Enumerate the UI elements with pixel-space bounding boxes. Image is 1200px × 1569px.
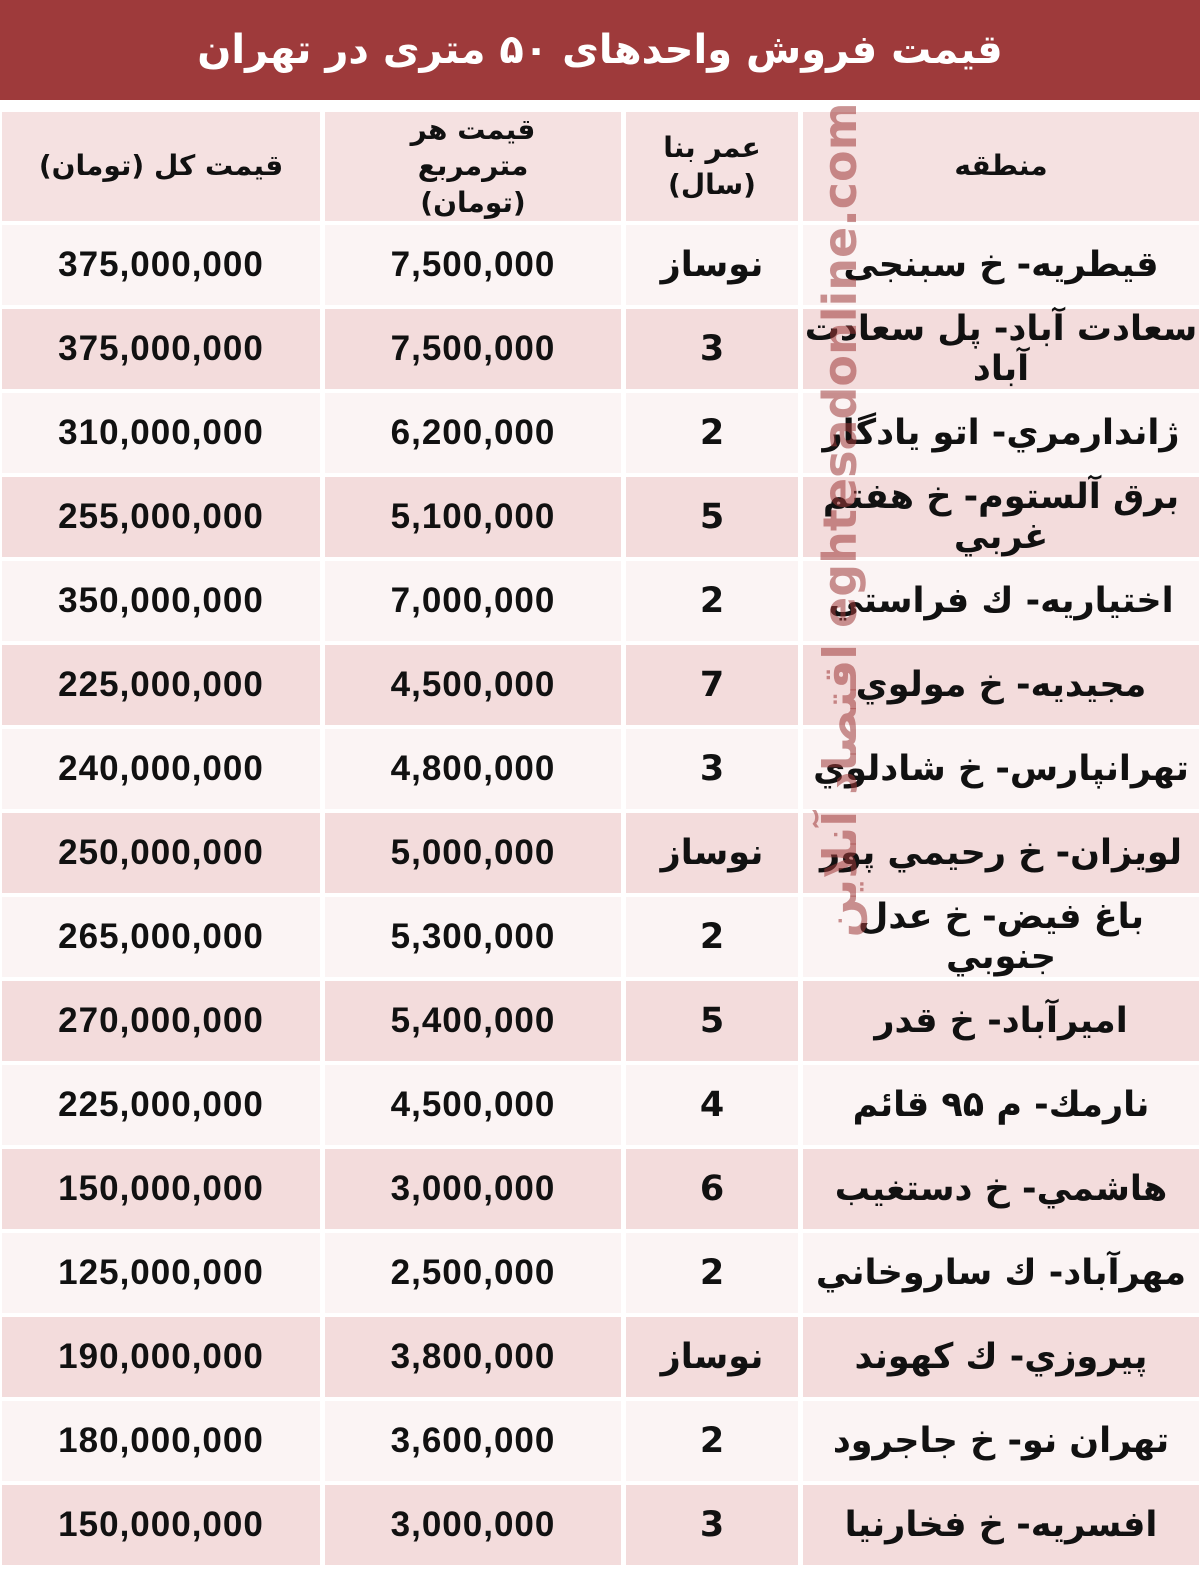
header-building-age: عمر بنا (سال)	[626, 112, 798, 221]
cell-building-age: نوساز	[626, 1317, 798, 1397]
table-row	[2, 309, 1199, 389]
cell-building-age: 3	[626, 1485, 798, 1565]
cell-total-price: 190,000,000	[2, 1317, 320, 1397]
table-row	[2, 897, 1199, 977]
cell-building-age: 2	[626, 1233, 798, 1313]
cell-total-price: 270,000,000	[2, 981, 320, 1061]
cell-total-price: 375,000,000	[2, 225, 320, 305]
cell-building-age: 4	[626, 1065, 798, 1145]
cell-price-per-meter: 7,500,000	[325, 309, 621, 389]
cell-price-per-meter: 3,000,000	[325, 1485, 621, 1565]
cell-region: نارمك- م ۹۵ قائم	[803, 1065, 1199, 1145]
table-row	[2, 1065, 1199, 1145]
cell-price-per-meter: 7,500,000	[325, 225, 621, 305]
cell-region: اختیاریه- ك فراستي	[803, 561, 1199, 641]
cell-region: پیروزي- ك كهوند	[803, 1317, 1199, 1397]
cell-total-price: 255,000,000	[2, 477, 320, 557]
cell-region: هاشمي- خ دستغیب	[803, 1149, 1199, 1229]
header-row	[2, 112, 1199, 221]
cell-price-per-meter: 4,800,000	[325, 729, 621, 809]
cell-region: افسریه- خ فخارنیا	[803, 1485, 1199, 1565]
cell-total-price: 180,000,000	[2, 1401, 320, 1481]
table-row	[2, 1401, 1199, 1481]
cell-building-age: 2	[626, 561, 798, 641]
cell-building-age: نوساز	[626, 225, 798, 305]
cell-total-price: 225,000,000	[2, 1065, 320, 1145]
cell-price-per-meter: 5,000,000	[325, 813, 621, 893]
cell-total-price: 265,000,000	[2, 897, 320, 977]
cell-total-price: 350,000,000	[2, 561, 320, 641]
cell-region: ژاندارمري- اتو یادگار	[803, 393, 1199, 473]
table-row	[2, 981, 1199, 1061]
header-total-price: قیمت کل (تومان)	[2, 112, 320, 221]
cell-region: مهرآباد- ك ساروخاني	[803, 1233, 1199, 1313]
cell-building-age: 5	[626, 477, 798, 557]
cell-price-per-meter: 7,000,000	[325, 561, 621, 641]
cell-building-age: 2	[626, 897, 798, 977]
cell-region: لویزان- خ رحیمي پور	[803, 813, 1199, 893]
table-row	[2, 1233, 1199, 1313]
table-row	[2, 1485, 1199, 1565]
table-row	[2, 477, 1199, 557]
table-row	[2, 1317, 1199, 1397]
cell-region: سعادت آباد- پل سعادت آباد	[804, 309, 1198, 390]
page-title: قیمت فروش واحدهای ۵۰ متری در تهران	[0, 0, 1200, 104]
cell-price-per-meter: 3,600,000	[325, 1401, 621, 1481]
cell-price-per-meter: 5,100,000	[325, 477, 621, 557]
cell-building-age: 2	[626, 393, 798, 473]
cell-total-price: 375,000,000	[2, 309, 320, 389]
cell-region: قیطریه- خ سبنجی	[803, 225, 1199, 305]
cell-building-age: 3	[626, 309, 798, 389]
header-price-per-meter: قیمت هر مترمربع (تومان)	[325, 112, 621, 221]
cell-price-per-meter: 3,800,000	[325, 1317, 621, 1397]
table-row	[2, 561, 1199, 641]
cell-total-price: 125,000,000	[2, 1233, 320, 1313]
cell-total-price: 310,000,000	[2, 393, 320, 473]
table-row	[2, 393, 1199, 473]
cell-total-price: 150,000,000	[2, 1149, 320, 1229]
cell-price-per-meter: 5,300,000	[325, 897, 621, 977]
cell-region: مجیدیه- خ مولوي	[803, 645, 1199, 725]
table-row	[2, 1149, 1199, 1229]
cell-price-per-meter: 3,000,000	[325, 1149, 621, 1229]
cell-region: امیرآباد- خ قدر	[803, 981, 1199, 1061]
table-row	[2, 813, 1199, 893]
table-row	[2, 729, 1199, 809]
cell-price-per-meter: 2,500,000	[325, 1233, 621, 1313]
cell-price-per-meter: 6,200,000	[325, 393, 621, 473]
table-body	[2, 225, 1199, 1565]
cell-total-price: 250,000,000	[2, 813, 320, 893]
price-table	[0, 108, 1200, 1569]
cell-price-per-meter: 4,500,000	[325, 1065, 621, 1145]
cell-building-age: نوساز	[626, 813, 798, 893]
table-row	[2, 225, 1199, 305]
cell-building-age: 7	[626, 645, 798, 725]
cell-total-price: 240,000,000	[2, 729, 320, 809]
cell-building-age: 6	[626, 1149, 798, 1229]
cell-building-age: 2	[626, 1401, 798, 1481]
cell-total-price: 150,000,000	[2, 1485, 320, 1565]
cell-price-per-meter: 5,400,000	[325, 981, 621, 1061]
table-row	[2, 645, 1199, 725]
cell-region: تهران نو- خ جاجرود	[803, 1401, 1199, 1481]
cell-region: باغ فیض- خ عدل جنوبي	[803, 897, 1199, 977]
header-region: منطقه	[803, 112, 1199, 221]
cell-building-age: 5	[626, 981, 798, 1061]
cell-region: تهرانپارس- خ شادلوي	[803, 729, 1199, 809]
cell-building-age: 3	[626, 729, 798, 809]
cell-region: برق آلستوم- خ هفتم غربي	[803, 477, 1199, 557]
watermark-text: اقتصاد آنلاین eghtesadonline.com	[813, 102, 867, 938]
cell-price-per-meter: 4,500,000	[325, 645, 621, 725]
cell-total-price: 225,000,000	[2, 645, 320, 725]
